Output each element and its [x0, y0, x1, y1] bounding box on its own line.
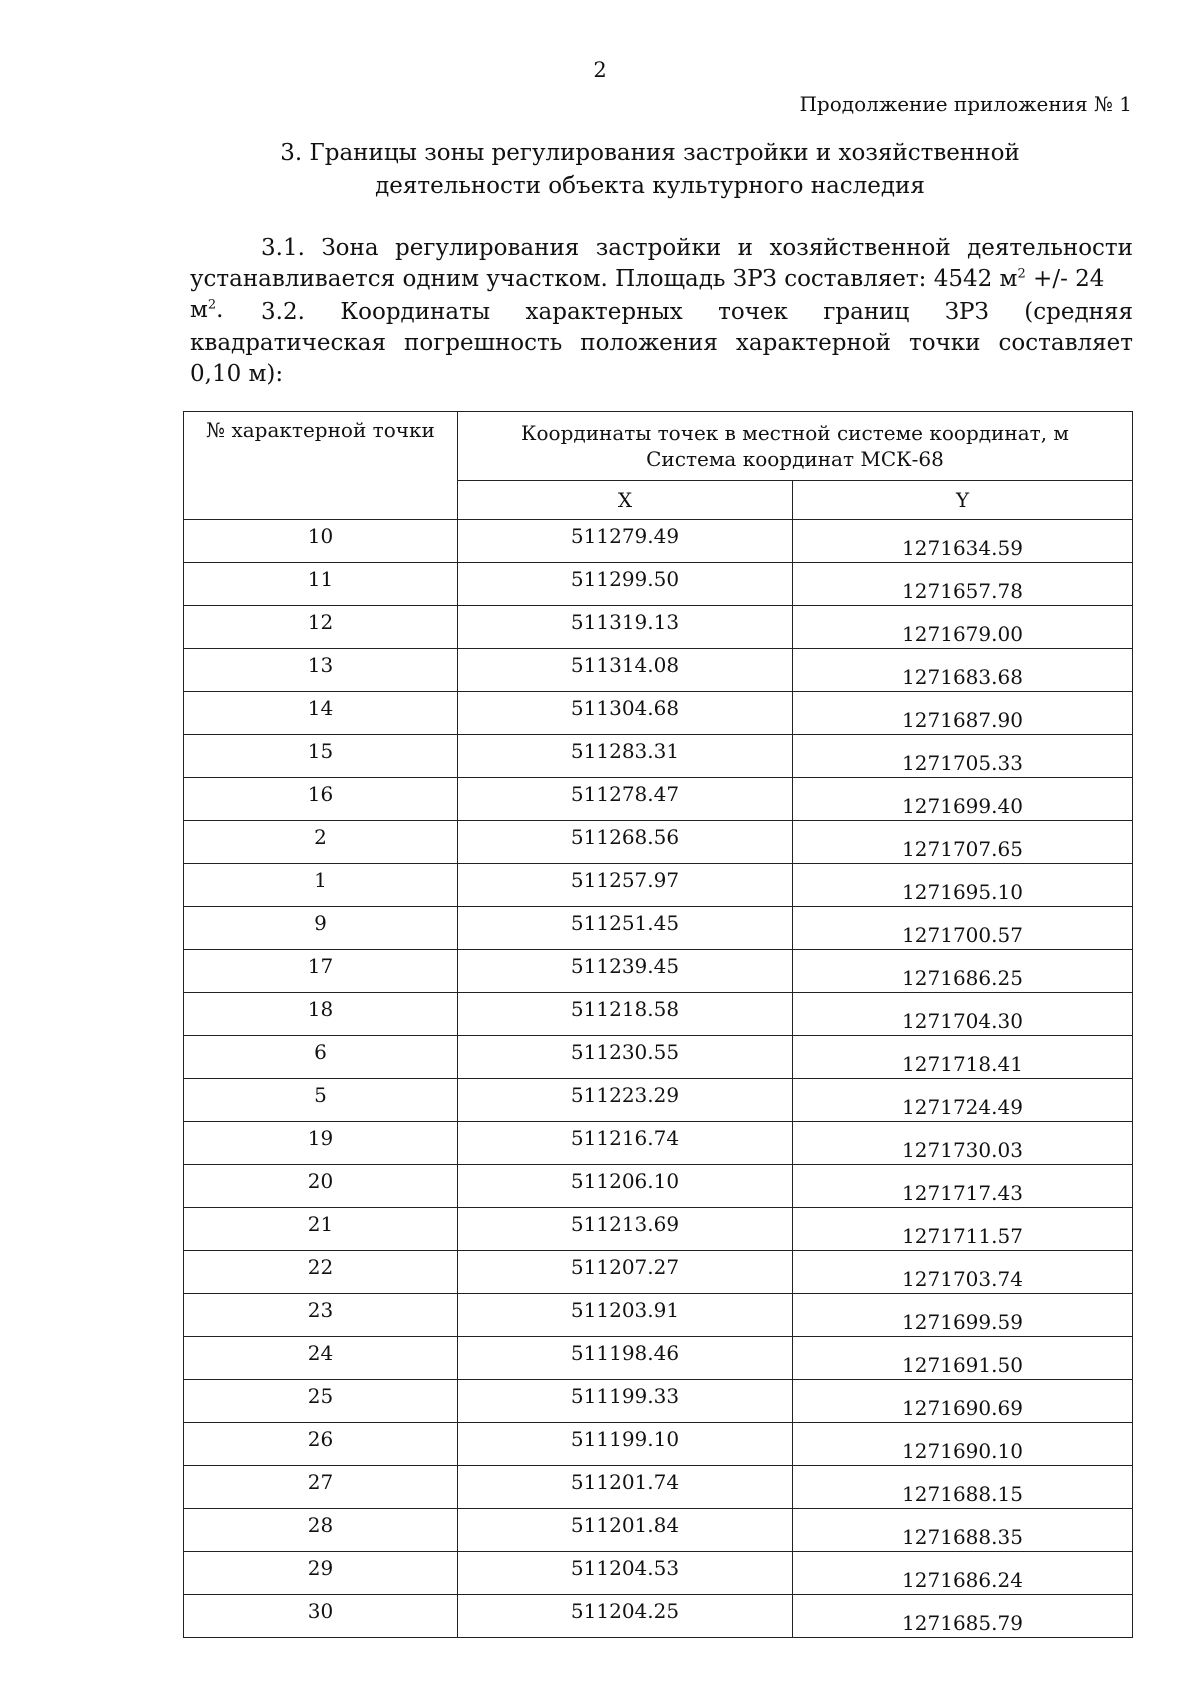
point-number-cell: 16 — [184, 778, 458, 821]
y-coordinate-cell: 1271717.43 — [793, 1165, 1133, 1208]
y-coordinate-cell: 1271690.10 — [793, 1423, 1133, 1466]
x-coordinate-cell: 511283.31 — [458, 735, 793, 778]
y-coordinate-cell: 1271687.90 — [793, 692, 1133, 735]
y-coordinate-cell: 1271705.33 — [793, 735, 1133, 778]
paragraph-3-1-line-1: 3.1. Зона регулирования застройки и хозяйственной деятельности — [261, 235, 1133, 261]
table-row — [184, 950, 1133, 993]
y-coordinate-cell: 1271685.79 — [793, 1595, 1133, 1638]
area-unit-sup: 2 — [1017, 266, 1026, 282]
point-number-cell: 1 — [184, 864, 458, 907]
point-number-cell: 15 — [184, 735, 458, 778]
y-coordinate-cell: 1271683.68 — [793, 649, 1133, 692]
point-number-cell: 6 — [184, 1036, 458, 1079]
table-row — [184, 1509, 1133, 1552]
point-number-cell: 9 — [184, 907, 458, 950]
x-coordinate-cell: 511203.91 — [458, 1294, 793, 1337]
point-number-cell: 17 — [184, 950, 458, 993]
y-coordinate-cell: 1271711.57 — [793, 1208, 1133, 1251]
point-number-cell: 13 — [184, 649, 458, 692]
header-y: Y — [793, 481, 1133, 520]
table-row — [184, 907, 1133, 950]
x-coordinate-cell: 511299.50 — [458, 563, 793, 606]
tolerance-unit-sup: 2 — [207, 297, 217, 313]
x-coordinate-cell: 511278.47 — [458, 778, 793, 821]
table-row — [184, 735, 1133, 778]
table-row — [184, 1122, 1133, 1165]
area-text: устанавливается одним участком. Площадь ЗРЗ составляет: 4542 м — [190, 266, 1018, 292]
table-row — [184, 1036, 1133, 1079]
table-row — [184, 520, 1133, 563]
appendix-reference: Продолжение приложения № 1 — [799, 92, 1132, 116]
x-coordinate-cell: 511198.46 — [458, 1337, 793, 1380]
point-number-cell: 20 — [184, 1165, 458, 1208]
table-row — [184, 864, 1133, 907]
table-row — [184, 1294, 1133, 1337]
y-coordinate-cell: 1271730.03 — [793, 1122, 1133, 1165]
point-number-cell: 2 — [184, 821, 458, 864]
y-coordinate-cell: 1271688.15 — [793, 1466, 1133, 1509]
header-coordinate-system — [458, 412, 1133, 481]
x-coordinate-cell: 511279.49 — [458, 520, 793, 563]
x-coordinate-cell: 511204.25 — [458, 1595, 793, 1638]
x-coordinate-cell: 511218.58 — [458, 993, 793, 1036]
x-coordinate-cell: 511319.13 — [458, 606, 793, 649]
x-coordinate-cell: 511204.53 — [458, 1552, 793, 1595]
table-row — [184, 1595, 1133, 1638]
y-coordinate-cell: 1271724.49 — [793, 1079, 1133, 1122]
point-number-cell: 21 — [184, 1208, 458, 1251]
point-number-cell: 18 — [184, 993, 458, 1036]
y-coordinate-cell: 1271690.69 — [793, 1380, 1133, 1423]
x-coordinate-cell: 511239.45 — [458, 950, 793, 993]
section-title-line-1: 3. Границы зоны регулирования застройки и хозяйственной — [280, 140, 1020, 166]
y-coordinate-cell: 1271703.74 — [793, 1251, 1133, 1294]
coordinates-table-body — [184, 520, 1133, 1638]
point-number-cell: 12 — [184, 606, 458, 649]
x-coordinate-cell: 511223.29 — [458, 1079, 793, 1122]
point-number-cell: 28 — [184, 1509, 458, 1552]
x-coordinate-cell: 511201.74 — [458, 1466, 793, 1509]
header-coords-line-2: Система координат МСК-68 — [646, 447, 944, 471]
point-number-cell: 26 — [184, 1423, 458, 1466]
table-row — [184, 1552, 1133, 1595]
point-number-cell: 5 — [184, 1079, 458, 1122]
y-coordinate-cell: 1271700.57 — [793, 907, 1133, 950]
table-row — [184, 1466, 1133, 1509]
table-row — [184, 1208, 1133, 1251]
table-row — [184, 563, 1133, 606]
x-coordinate-cell: 511304.68 — [458, 692, 793, 735]
y-coordinate-cell: 1271679.00 — [793, 606, 1133, 649]
x-coordinate-cell: 511201.84 — [458, 1509, 793, 1552]
point-number-cell: 25 — [184, 1380, 458, 1423]
point-number-cell: 11 — [184, 563, 458, 606]
table-row — [184, 1380, 1133, 1423]
section-title-line-2: деятельности объекта культурного наследия — [375, 173, 925, 199]
x-coordinate-cell: 511213.69 — [458, 1208, 793, 1251]
table-row — [184, 821, 1133, 864]
point-number-cell: 30 — [184, 1595, 458, 1638]
x-coordinate-cell: 511206.10 — [458, 1165, 793, 1208]
y-coordinate-cell: 1271695.10 — [793, 864, 1133, 907]
y-coordinate-cell: 1271688.35 — [793, 1509, 1133, 1552]
x-coordinate-cell: 511199.10 — [458, 1423, 793, 1466]
point-number-cell: 27 — [184, 1466, 458, 1509]
point-number-cell: 22 — [184, 1251, 458, 1294]
header-coords-line-1: Координаты точек в местной системе координат, м — [521, 421, 1069, 445]
table-row — [184, 606, 1133, 649]
paragraph-3-2 — [190, 297, 1133, 390]
tolerance-text: +/- 24 м — [190, 266, 1105, 323]
y-coordinate-cell: 1271634.59 — [793, 520, 1133, 563]
x-coordinate-cell: 511251.45 — [458, 907, 793, 950]
x-coordinate-cell: 511216.74 — [458, 1122, 793, 1165]
paragraph-3-2-line-3: 0,10 м): — [190, 361, 284, 387]
header-x: X — [458, 481, 793, 520]
paragraph-3-2-line-2: квадратическая погрешность положения характерной точки составляет — [190, 330, 1133, 356]
y-coordinate-cell: 1271699.40 — [793, 778, 1133, 821]
point-number-cell: 10 — [184, 520, 458, 563]
x-coordinate-cell: 511268.56 — [458, 821, 793, 864]
x-coordinate-cell: 511230.55 — [458, 1036, 793, 1079]
y-coordinate-cell: 1271704.30 — [793, 993, 1133, 1036]
table-row — [184, 1165, 1133, 1208]
paragraph-3-1-end: . — [216, 297, 224, 323]
table-row — [184, 649, 1133, 692]
page-number: 2 — [593, 58, 607, 82]
y-coordinate-cell: 1271686.24 — [793, 1552, 1133, 1595]
point-number-cell: 23 — [184, 1294, 458, 1337]
header-point-number: № характерной точки — [184, 412, 458, 520]
table-row — [184, 1423, 1133, 1466]
y-coordinate-cell: 1271707.65 — [793, 821, 1133, 864]
y-coordinate-cell: 1271686.25 — [793, 950, 1133, 993]
table-row — [184, 778, 1133, 821]
x-coordinate-cell: 511207.27 — [458, 1251, 793, 1294]
coordinates-table — [183, 411, 1133, 1638]
paragraph-3-2-line-1: 3.2. Координаты характерных точек границ ЗРЗ (средняя — [261, 299, 1133, 325]
table-row — [184, 692, 1133, 735]
point-number-cell: 14 — [184, 692, 458, 735]
point-number-cell: 29 — [184, 1552, 458, 1595]
table-row — [184, 1337, 1133, 1380]
table-row — [184, 1251, 1133, 1294]
y-coordinate-cell: 1271691.50 — [793, 1337, 1133, 1380]
point-number-cell: 24 — [184, 1337, 458, 1380]
y-coordinate-cell: 1271657.78 — [793, 563, 1133, 606]
point-number-cell: 19 — [184, 1122, 458, 1165]
table-row — [184, 993, 1133, 1036]
y-coordinate-cell: 1271718.41 — [793, 1036, 1133, 1079]
x-coordinate-cell: 511314.08 — [458, 649, 793, 692]
x-coordinate-cell: 511199.33 — [458, 1380, 793, 1423]
x-coordinate-cell: 511257.97 — [458, 864, 793, 907]
table-row — [184, 1079, 1133, 1122]
y-coordinate-cell: 1271699.59 — [793, 1294, 1133, 1337]
section-title — [250, 137, 1050, 203]
